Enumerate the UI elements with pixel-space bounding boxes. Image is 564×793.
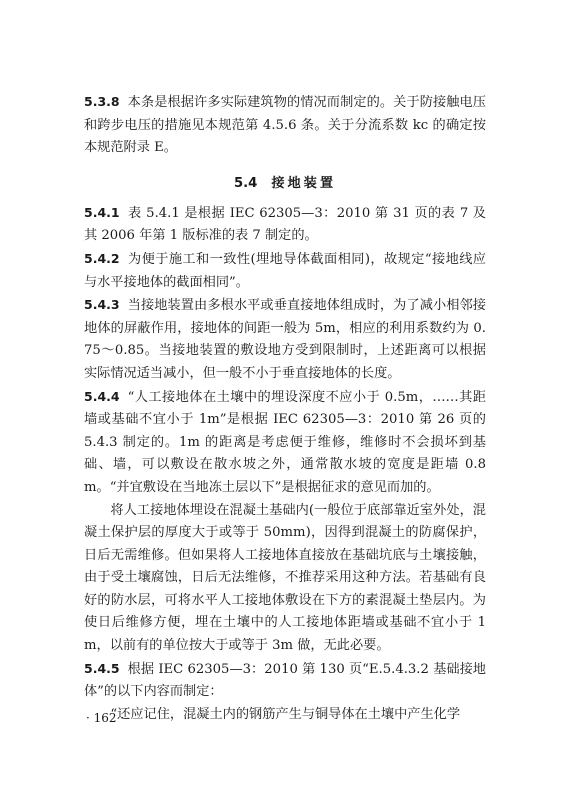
clause-number: 5.4.4	[84, 388, 120, 404]
page-number: · 162 ·	[86, 711, 125, 725]
section-heading-title: 接地装置	[271, 175, 337, 191]
body-paragraph: 将人工接地体埋设在混凝土基础内(一般位于底部靠近室外处，混凝土保护层的厚度大于或等于 50mm)，因得到混凝土的防腐保护，日后无需维修。但如果将人工接地体直接放在基础坑底与土壤接触，由于受土壤腐蚀，日后无法维修，不推荐采用这种方法。若基础有良好的防水层，可将水平人工接地体敷设在下方的素混凝土垫层内。为使日后维修方便，埋在土壤中的人工接地体距墙或基础不宜小于 1m，以前有的单位按大于或等于 3m 做，无此必要。	[84, 502, 486, 654]
clause-number: 5.4.1	[84, 204, 120, 220]
quote-paragraph: “还应记住，混凝土内的钢筋产生与铜导体在土壤中产生化学	[110, 706, 461, 722]
clause-5-4-1	[84, 202, 486, 248]
clause-5-4-4	[84, 386, 486, 500]
clause-number: 5.3.8	[84, 94, 120, 109]
clause-number: 5.4.5	[84, 660, 120, 676]
clause-5-4-3	[84, 294, 486, 385]
clause-text: 表 5.4.1 是根据 IEC 62305—3：2010 第 31 页的表 7 及其 2006 年第 1 版标准的表 7 制定的。	[84, 205, 486, 244]
section-heading-number: 5.4	[233, 175, 258, 191]
clause-text: 本条是根据许多实际建筑物的情况而制定的。关于防接触电压和跨步电压的措施见本规范第 4.5.6 条。关于分流系数 kc 的确定按本规范附录 E。	[84, 95, 486, 156]
section-heading	[84, 172, 486, 191]
clause-text: 根据 IEC 62305—3：2010 第 130 页“E.5.4.3.2 基础接地体”的以下内容而制定：	[84, 661, 486, 700]
clause-number: 5.4.3	[84, 297, 120, 313]
clause-number: 5.4.2	[84, 250, 120, 266]
clause-5-4-5	[84, 658, 486, 704]
clause-5-4-2	[84, 248, 486, 294]
clause-5-3-8	[84, 91, 486, 160]
clause-text: 当接地装置由多根水平或垂直接地体组成时，为了减小相邻接地体的屏蔽作用，接地体的间距一般为 5m，相应的利用系数约为 0.75～0.85。当接地装置的敷设地方受到限制时，上述距离可以根据实际情况适当减小，但一般不小于垂直接地体的长度。	[84, 298, 486, 381]
document-body	[84, 91, 486, 726]
clause-text: “人工接地体在土壤中的埋设深度不应小于 0.5m，……其距墙或基础不宜小于 1m”是根据 IEC 62305—3：2010 第 26 页的 5.4.3 制定的。1m 的距离是考虑便于维修，维修时不会损坏到基础、墙，可以敷设在散水坡之外，通常散水坡的宽度是距墙 0.8m。“并宜敷设在当地冻土层以下”是根据征求的意见而加的。	[84, 389, 486, 495]
clause-text: 为便于施工和一致性(埋地导体截面相同)，故规定“接地线应与水平接地体的截面相同”。	[84, 251, 486, 290]
